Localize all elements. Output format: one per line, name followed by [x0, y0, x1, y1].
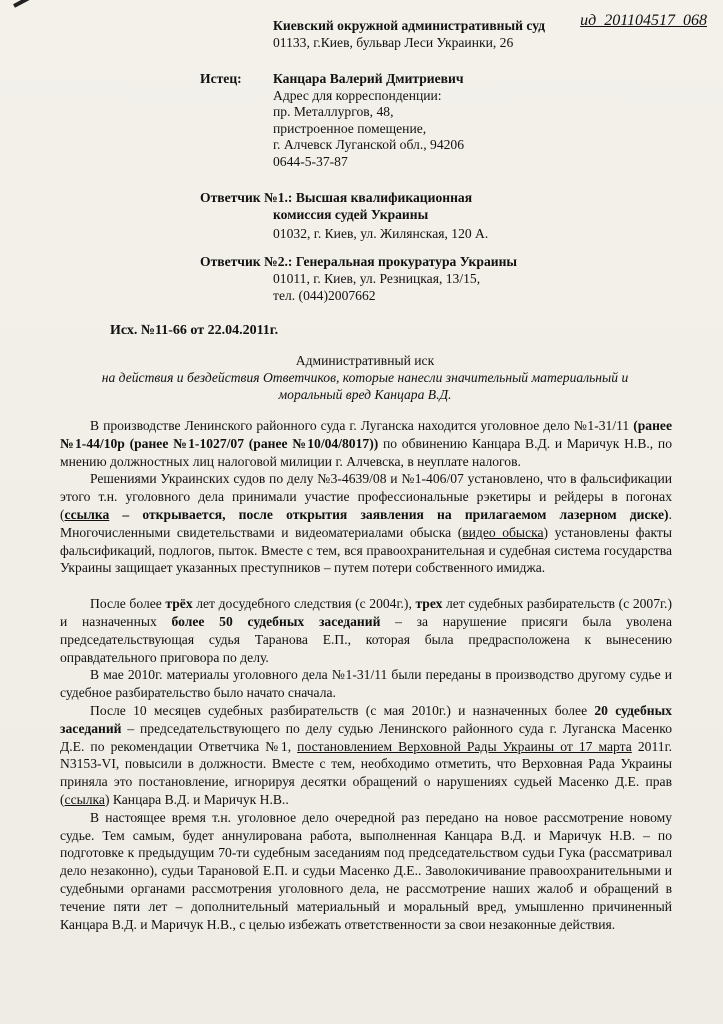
plaintiff-line: пристроенное помещение,	[273, 120, 427, 136]
defendant2-block	[200, 254, 517, 271]
claim-subtitle: на действия и бездействия Ответчиков, которые нанесли значительный материальный и	[101, 370, 629, 385]
paragraph-1	[60, 417, 672, 470]
defendant1-block	[200, 190, 472, 207]
text: лет досудебного следствия (с 2004г.),	[192, 596, 416, 612]
text-bold: более 50 судебных заседаний	[171, 613, 381, 629]
case-numbers: (ранее №1-44/10р (ранее №1-1027/07 (ранее №10/04/8017))	[60, 418, 672, 451]
plaintiff-name: Канцара Валерий Дмитриевич	[273, 71, 464, 86]
text: лет судебных разбирательств (с 2007г.) и назначенных	[60, 596, 672, 629]
text: 2011г. N3153-VI, повысили в должности. Вместе с тем, необходимо отметить, что Верховная Рада Украины приняла это постановление, игнорируя десятки обращений о нарушениях судьей Масенко Д.Е. прав (	[60, 738, 673, 807]
text: Решениями Украинских судов по делу №3-4639/08 и №1-406/07 установлено, что в фальсификации этого т.н. уголовного дела принимали участие профессиональные рэкетиры и рейдеры в погонах (	[60, 471, 672, 522]
court-name: Киевский окружной административный суд	[273, 18, 546, 33]
defendant1-name: Высшая квалификационная	[295, 190, 473, 205]
text-bold: трех	[415, 596, 443, 612]
plaintiff-line: г. Алчевск Луганской обл., 94206	[273, 137, 465, 153]
defendant2-phone: тел. (044)2007662	[273, 287, 376, 303]
text: – председательствующего по делу судью Ленинского районного суда г. Луганска Масенко Д.Е. по рекомендации Ответчика №1,	[60, 720, 672, 754]
corner-pen-mark	[13, 0, 45, 8]
claim-subtitle: моральный вред Канцара В.Д.	[278, 387, 452, 402]
text-bold: трёх	[165, 596, 193, 612]
defendant2-address: 01011, г. Киев, ул. Резницкая, 13/15,	[273, 271, 481, 286]
defendant2-label: Ответчик №2.:	[200, 254, 293, 269]
plaintiff-line: пр. Металлургов, 48,	[273, 104, 394, 120]
claim-body	[60, 417, 672, 933]
text-bold: – открывается, после открытия заявления на прилагаемом лазерном диске)	[109, 506, 669, 522]
paragraph-3	[60, 595, 672, 666]
text: ) установлены факты фальсификаций, подлогов, пыток. Вместе с тем, вся правоохранительная и судебная система государства Украины защищает указанных преступников – путем потери собственного имиджа.	[60, 524, 673, 576]
defendant1-label: Ответчик №1.:	[200, 190, 293, 205]
court-address: 01133, г.Киев, бульвар Леси Украинки, 26	[273, 34, 514, 50]
link-reference[interactable]: ссылка	[64, 506, 110, 522]
plaintiff-line: 0644-5-37-87	[273, 153, 348, 169]
plaintiff-line: Адрес для корреспонденции:	[273, 87, 442, 103]
defendant2-name: Генеральная прокуратура Украины	[295, 254, 518, 269]
defendant1-name-cont: комиссия судей Украины	[273, 207, 429, 222]
text: В производстве Ленинского районного суда г. Луганска находится уголовное дело №1-31/11	[90, 418, 634, 433]
text: ) Канцара В.Д. и Маричук Н.В..	[104, 791, 289, 807]
plaintiff-label: Истец:	[200, 71, 242, 86]
paragraph-2	[60, 470, 672, 577]
paragraph-6: В настоящее время т.н. уголовное дело очередной раз передано на новое рассмотрение новому судье. Тем самым, будет аннулирована работа, выполненная Канцара В.Д. и Маричук Н.В. – по подготовке к предыдущим 70-ти судебным заседаниям под председательством судьи Гука (рассматривал дело незаконно), судьи Тарановой Е.П. и судьи Масенко Д.Е.. Заволокичивание правоохранительными и судебными органами рассмотрения уголовного дела, не рассмотрение наших жалоб и обращений в течение пяти лет – дополнительный материальный и моральный вред, умышленно причиненный Канцара В.Д. и Маричук Н.В., с целью избежать ответственности за свои незаконные действия.	[60, 809, 672, 932]
text-bold: 20 судебных заседаний	[60, 702, 672, 736]
plaintiff-block	[273, 71, 464, 171]
text: После 10 месяцев судебных разбирательств (с мая 2010г.) и назначенных более	[90, 702, 595, 718]
court-block	[273, 18, 545, 51]
text: После более	[90, 596, 166, 612]
defendant1-address: 01032, г. Киев, ул. Жилянская, 120 А.	[273, 225, 489, 241]
document-id-stamp: ид_201104517_068	[580, 12, 707, 29]
defendant2-details	[273, 271, 480, 304]
claim-title-main: Административный иск	[295, 353, 435, 368]
link-video-search[interactable]: видео обыска	[462, 524, 544, 540]
outgoing-reference: Исх. №11-66 от 22.04.2011г.	[110, 323, 279, 338]
link-reference[interactable]: ссылка	[64, 791, 105, 807]
paragraph-5	[60, 702, 672, 809]
link-rada-resolution[interactable]: постановлением Верховной Рады Украины от 17 марта	[297, 738, 632, 754]
paragraph-4: В мае 2010г. материалы уголовного дела №1-31/11 были переданы в производство другому судье и судебное разбирательство было начато сначала.	[60, 667, 672, 701]
claim-title	[70, 352, 660, 403]
text: по обвинению Канцара В.Д. и Маричук Н.В., по мнению должностных лиц налоговой милиции г. Алчевска, в неуплате налогов.	[60, 435, 672, 469]
text: – за нарушение присяги была уволена председательствующая судья Таранова Е.П., которая была предрасположена к вынесению оправдательного приговора по делу.	[60, 613, 672, 665]
text: . Многочисленными свидетельствами и видеоматериалами обыска (	[60, 506, 672, 540]
defendant1-details	[273, 207, 488, 242]
